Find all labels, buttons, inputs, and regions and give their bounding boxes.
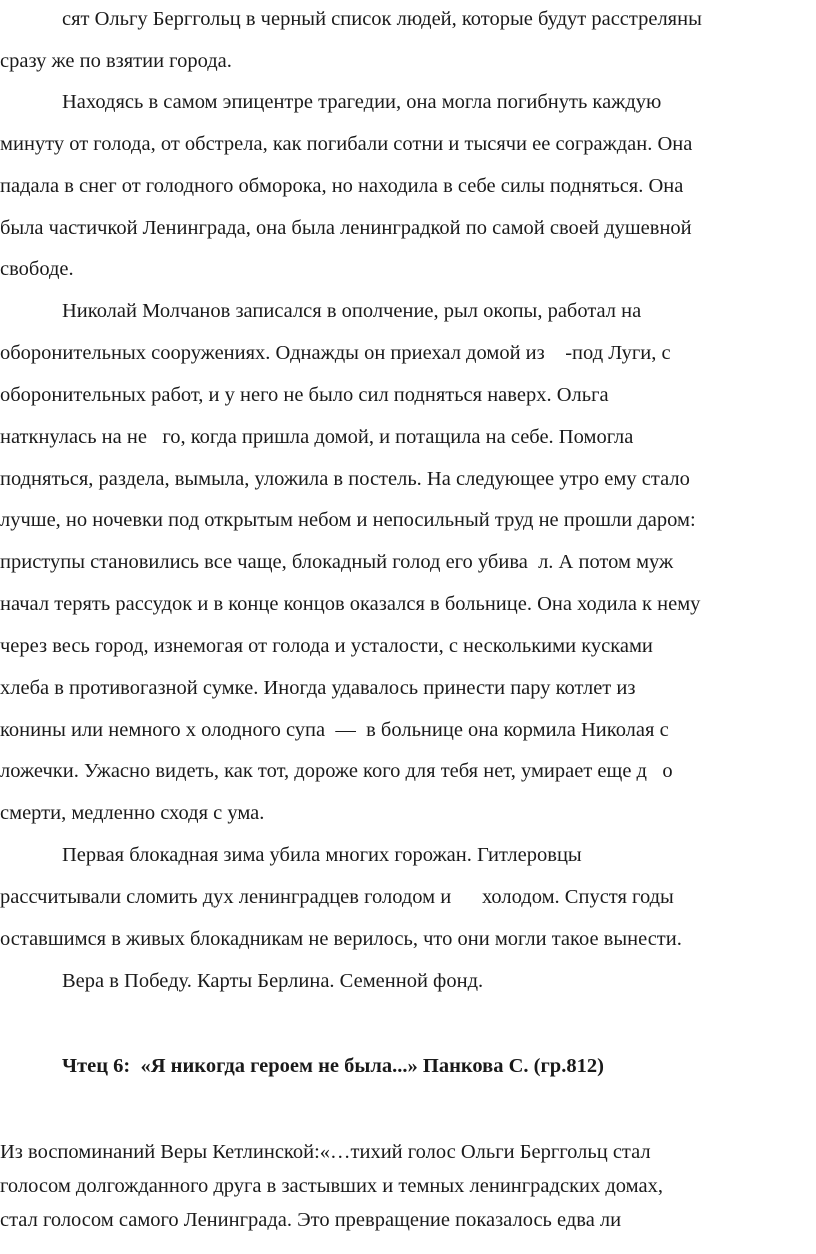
text-line: минуту от голода, от обстрела, как погибали сотни и тысячи ее сограждан. Она	[0, 133, 693, 155]
reader-heading: Чтец 6: «Я никогда героем не была...» Панкова С. (гр.812)	[62, 1055, 604, 1077]
text-line: наткнулась на не го, когда пришла домой, и потащила на себе. Помогла	[0, 426, 634, 448]
text-line: Николай Молчанов записался в ополчение, рыл окопы, работал на	[62, 300, 642, 322]
text-line: оборонительных сооружениях. Однажды он приехал домой из -под Луги, с	[0, 342, 671, 364]
text-line: Первая блокадная зима убила многих горожан. Гитлеровцы	[62, 844, 582, 866]
text-line: сразу же по взятии города.	[0, 50, 232, 72]
text-line: оборонительных работ, и у него не было сил подняться наверх. Ольга	[0, 384, 609, 406]
text-line: падала в снег от голодного обморока, но находила в себе силы подняться. Она	[0, 175, 684, 197]
text-line: голосом долгожданного друга в застывших и темных ленинградских домах,	[0, 1175, 663, 1197]
text-line: свободе.	[0, 258, 74, 280]
text-line: Находясь в самом эпицентре трагедии, она могла погибнуть каждую	[62, 91, 662, 113]
text-line: конины или немного х олодного супа — в больнице она кормила Николая с	[0, 719, 669, 741]
text-line: подняться, раздела, вымыла, уложила в постель. На следующее утро ему стало	[0, 468, 690, 490]
text-line: оставшимся в живых блокадникам не верилось, что они могли такое вынести.	[0, 928, 682, 950]
text-line: смерти, медленно сходя с ума.	[0, 802, 265, 824]
text-line: хлеба в противогазной сумке. Иногда удавалось принести пару котлет из	[0, 677, 636, 699]
text-line: через весь город, изнемогая от голода и усталости, с несколькими кусками	[0, 635, 653, 657]
text-line: стал голосом самого Ленинграда. Это превращение показалось едва ли	[0, 1209, 622, 1231]
text-line: рассчитывали сломить дух ленинградцев голодом и холодом. Спустя годы	[0, 886, 674, 908]
text-line: приступы становились все чаще, блокадный голод его убива л. А потом муж	[0, 551, 674, 573]
text-line: лучше, но ночевки под открытым небом и непосильный труд не прошли даром:	[0, 509, 696, 531]
text-line: Вера в Победу. Карты Берлина. Семенной фонд.	[62, 970, 484, 992]
text-line: сят Ольгу Берггольц в черный список людей, которые будут расстреляны	[62, 8, 702, 30]
text-line: начал терять рассудок и в конце концов оказался в больнице. Она ходила к нему	[0, 593, 701, 615]
text-line: ложечки. Ужасно видеть, как тот, дороже кого для тебя нет, умирает еще д о	[0, 760, 673, 782]
text-line: Из воспоминаний Веры Кетлинской:«…тихий голос Ольги Берггольц стал	[0, 1141, 651, 1163]
text-line: была частичкой Ленинграда, она была ленинградкой по самой своей душевной	[0, 217, 692, 239]
